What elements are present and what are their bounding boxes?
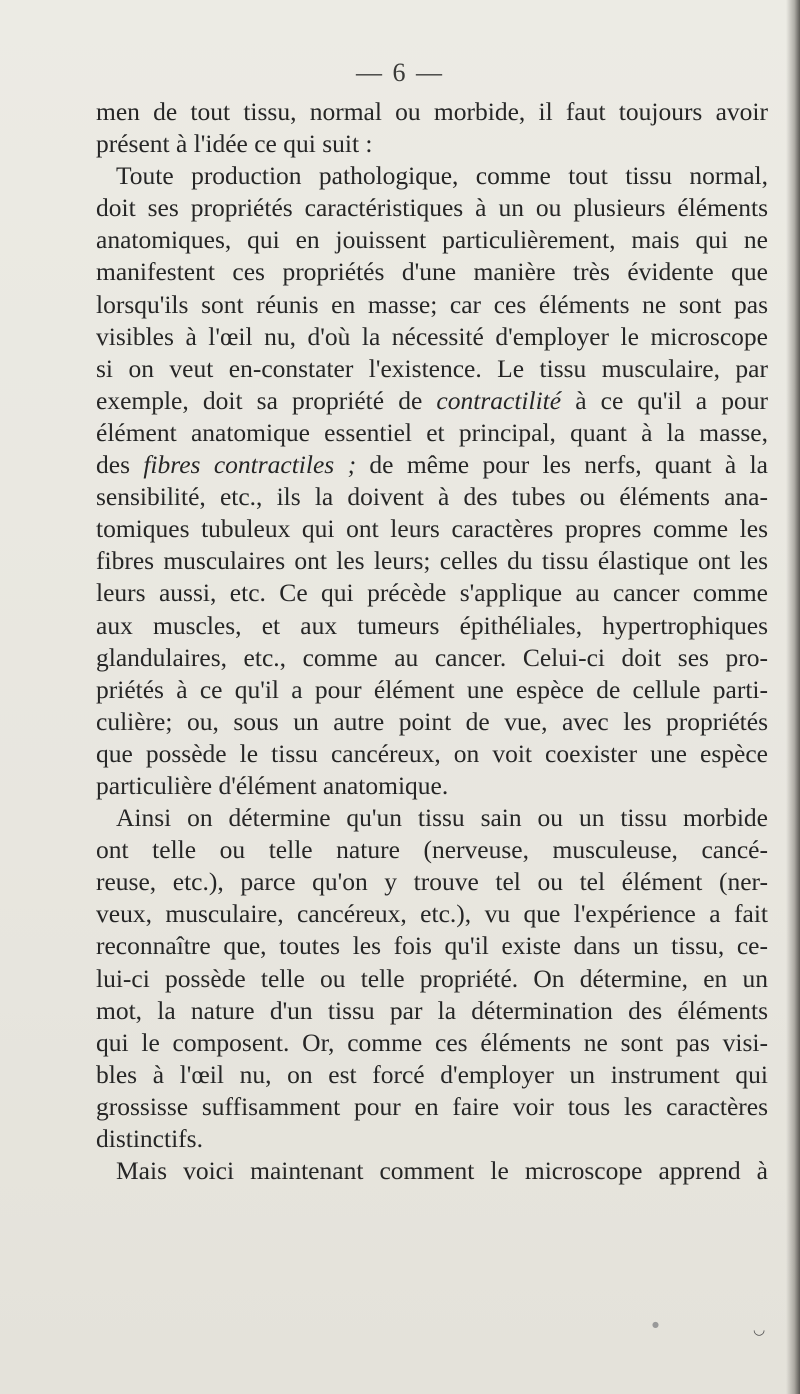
text-line: Mais voici maintenant comment le microscope apprend à [116,1156,768,1186]
text-line: anatomiques, qui en jouissent particulièrement, mais qui ne [96,225,768,255]
text-line: sensibilité, etc., ils la doivent à des tubes ou éléments ana- [96,482,768,512]
text-line: que possède le tissu cancéreux, on voit coexister une espèce [96,738,768,768]
italic-term: fibres contractiles ; [143,450,357,480]
text-run: à ce qu'il a pour [561,385,768,415]
text-line: glandulaires, etc., comme au cancer. Celui-ci doit ses pro- [96,642,768,672]
text-run: de même pour les nerfs, quant à la [356,450,768,480]
text-line: présent à l'idée ce qui suit : [96,129,373,159]
italic-term: contractilité [436,385,562,415]
text-line: veux, musculaire, cancéreux, etc.), vu que l'expérience a fait [96,899,768,929]
text-line: Ainsi on détermine qu'un tissu sain ou un tissu morbide [116,803,768,833]
text-line: tomiques tubuleux qui ont leurs caractères propres comme les [96,514,768,544]
text-line: fibres musculaires ont les leurs; celles du tissu élastique ont les [96,546,768,576]
text-line: leurs aussi, etc. Ce qui précède s'applique au cancer comme [96,578,768,608]
text-line: qui le composent. Or, comme ces éléments ne sont pas visi- [96,1027,768,1057]
text-line: bles à l'œil nu, on est forcé d'employer un instrument qui [96,1059,768,1089]
text-line: aux muscles, et aux tumeurs épithéliales, hypertrophiques [96,610,768,640]
page-edge-shadow [786,0,800,1394]
text-line: reuse, etc.), parce qu'on y trouve tel ou tel élément (ner- [96,867,768,897]
ink-speck: ◡ [753,1322,766,1338]
text-line: si on veut en-constater l'existence. Le tissu musculaire, par [96,353,768,383]
text-line: reconnaître que, toutes les fois qu'il existe dans un tissu, ce- [96,931,768,961]
page-number: — 6 — [356,58,444,87]
text-line: distinctifs. [96,1124,203,1153]
ink-dot: ● [652,1320,659,1329]
text-line: culière; ou, sous un autre point de vue, avec les propriétés [96,706,768,736]
text-line: ont telle ou telle nature (nerveuse, musculeuse, cancé- [96,835,768,865]
text-line: doit ses propriétés caractéristiques à un ou plusieurs éléments [96,193,768,223]
body-text [96,96,768,1187]
text-line: visibles à l'œil nu, d'où la nécessité d'employer le microscope [96,321,768,351]
text-run: des [96,450,144,480]
text-line: lui-ci possède telle ou telle propriété. On détermine, en un [96,963,768,993]
text-line: mot, la nature d'un tissu par la détermination des éléments [96,995,768,1025]
text-line: lorsqu'ils sont réunis en masse; car ces éléments ne sont pas [96,289,768,319]
text-line: men de tout tissu, normal ou morbide, il faut toujours avoir [96,97,768,126]
text-line: Toute production pathologique, comme tout tissu normal, [116,161,768,191]
text-line [96,449,768,481]
text-run: exemple, doit sa propriété de [96,385,437,415]
text-line: particulière d'élément anatomique. [96,770,449,800]
text-line: élément anatomique essentiel et principal, quant à la masse, [96,417,768,447]
text-line [96,385,768,417]
text-line: manifestent ces propriétés d'une manière très évidente que [96,257,768,287]
text-line: priétés à ce qu'il a pour élément une espèce de cellule parti- [96,674,768,704]
text-line: grossisse suffisamment pour en faire voir tous les caractères [96,1091,768,1121]
